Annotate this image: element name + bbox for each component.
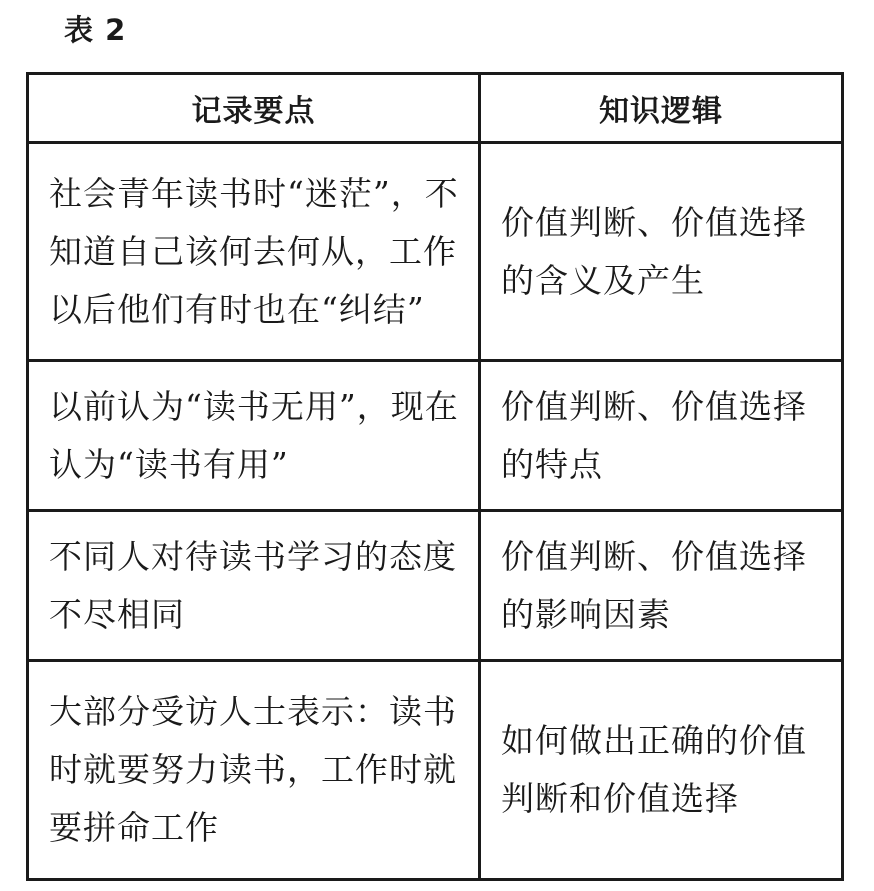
record-cell bbox=[28, 143, 480, 361]
record-cell bbox=[28, 661, 480, 880]
table-row bbox=[28, 511, 843, 661]
logic-cell bbox=[480, 143, 843, 361]
logic-text: 如何做出正确的价值判断和价值选择 bbox=[501, 721, 807, 818]
record-cell bbox=[28, 511, 480, 661]
knowledge-table bbox=[26, 72, 844, 881]
logic-text: 价值判断、价值选择的特点 bbox=[501, 386, 807, 484]
record-text: 不同人对待读书学习的态度不尽相同 bbox=[49, 536, 457, 634]
record-text: 社会青年读书时“迷茫”，不知道自己该何去何从，工作以后他们有时也在“纠结” bbox=[49, 173, 459, 329]
logic-cell bbox=[480, 361, 843, 511]
logic-cell bbox=[480, 661, 843, 880]
header-record-points: 记录要点 bbox=[28, 74, 480, 143]
logic-text: 价值判断、价值选择的含义及产生 bbox=[501, 202, 807, 300]
header-knowledge-logic: 知识逻辑 bbox=[480, 74, 843, 143]
table-row bbox=[28, 661, 843, 880]
table-header-row bbox=[28, 74, 843, 143]
table-row bbox=[28, 143, 843, 361]
logic-cell bbox=[480, 511, 843, 661]
table-caption: 表 2 bbox=[64, 13, 127, 47]
record-text: 大部分受访人士表示：读书时就要努力读书，工作时就要拼命工作 bbox=[49, 692, 457, 847]
table-row bbox=[28, 361, 843, 511]
record-cell bbox=[28, 361, 480, 511]
record-text: 以前认为“读书无用”，现在认为“读书有用” bbox=[49, 386, 459, 484]
logic-text: 价值判断、价值选择的影响因素 bbox=[501, 536, 807, 634]
